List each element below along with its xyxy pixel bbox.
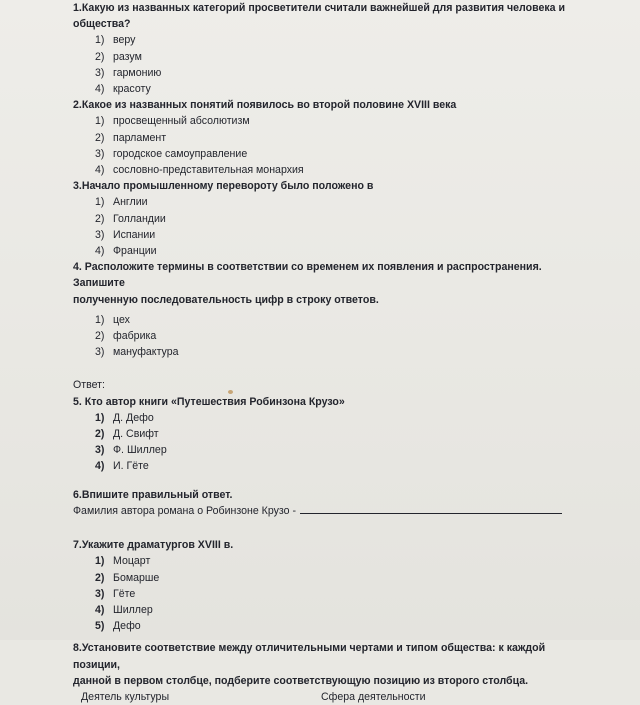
question-1-option-4	[95, 81, 593, 97]
question-3-option-3	[95, 227, 593, 243]
question-6	[73, 487, 593, 519]
option-text: мануфактура	[113, 346, 179, 359]
fill-prompt: Фамилия автора романа о Робинзоне Крузо -	[73, 504, 297, 517]
question-3-option-4	[95, 243, 593, 259]
option-text: Англии	[113, 196, 148, 209]
question-1-option-2	[95, 49, 593, 65]
question-5-option-1	[95, 410, 593, 426]
option-text: Д. Дефо	[113, 411, 154, 424]
question-2-option-4	[95, 162, 593, 178]
question-7-option-3	[95, 586, 593, 602]
option-number: 2)	[95, 571, 105, 584]
option-text: цех	[113, 313, 130, 326]
option-text: Бомарше	[113, 571, 160, 584]
question-4-options	[95, 312, 593, 361]
question-3	[73, 178, 593, 259]
option-text: просвещенный абсолютизм	[113, 115, 250, 128]
question-4-title-line-1: 4. Расположите термины в соответствии со временем их появления и распространения. Запишите	[73, 261, 542, 290]
question-4-option-3	[95, 344, 593, 360]
question-2-option-3	[95, 146, 593, 162]
question-7	[73, 537, 593, 634]
option-number: 1)	[95, 555, 105, 568]
question-5-option-4	[95, 458, 593, 474]
option-text: сословно-представительная монархия	[113, 164, 304, 177]
option-number: 3)	[95, 66, 105, 79]
paper-stain	[228, 390, 233, 394]
question-1-title-line-1: 1.Какую из названных категорий просветители считали важнейшей для развития человека и	[73, 2, 566, 14]
question-3-title: 3.Начало промышленному перевороту было положено в	[73, 180, 374, 193]
option-text: Д. Свифт	[113, 428, 159, 441]
column-header-1: Деятель культуры	[81, 690, 170, 703]
option-text: гармонию	[113, 66, 162, 79]
option-number: 2)	[95, 131, 105, 144]
question-4	[73, 259, 593, 393]
answer-blank-line[interactable]	[300, 503, 562, 514]
question-8	[73, 640, 593, 705]
option-number: 1)	[95, 196, 105, 209]
question-5	[73, 394, 593, 475]
option-text: разум	[113, 50, 142, 63]
question-7-options	[95, 553, 593, 634]
question-6-title: 6.Впишите правильный ответ.	[73, 488, 233, 501]
option-number: 3)	[95, 587, 105, 600]
question-7-option-2	[95, 570, 593, 586]
option-number: 4)	[95, 83, 105, 96]
question-8-title	[73, 640, 593, 689]
option-text: Голландии	[113, 212, 166, 225]
option-number: 2)	[95, 330, 105, 343]
question-3-options	[95, 194, 593, 259]
option-number: 3)	[95, 444, 105, 457]
option-text: Шиллер	[113, 603, 153, 616]
option-text: И. Гёте	[113, 460, 149, 473]
question-1-options	[95, 32, 593, 97]
question-2-title: 2.Какое из названных понятий появилось во второй половине XVIII века	[73, 99, 457, 112]
question-2-option-2	[95, 130, 593, 146]
question-5-options	[95, 410, 593, 475]
question-7-option-1	[95, 553, 593, 569]
question-1-option-3	[95, 65, 593, 81]
option-text: веру	[113, 34, 136, 47]
question-8-title-line-1: 8.Установите соответствие между отличительными чертами и типом общества: к каждой позиции,	[73, 642, 546, 671]
question-2-option-1	[95, 113, 593, 129]
question-1	[73, 0, 593, 97]
option-number: 1)	[95, 34, 105, 47]
option-number: 1)	[95, 115, 105, 128]
question-7-title: 7.Укажите драматургов XVIII в.	[73, 539, 234, 552]
option-number: 3)	[95, 346, 105, 359]
option-text: Ф. Шиллер	[113, 444, 167, 457]
option-text: Испании	[113, 228, 156, 241]
question-4-title	[73, 259, 593, 308]
question-3-option-2	[95, 211, 593, 227]
question-4-option-2	[95, 328, 593, 344]
question-8-column-headers	[81, 689, 593, 705]
option-text: Гёте	[113, 587, 136, 600]
option-text: городское самоуправление	[113, 147, 248, 160]
option-number: 1)	[95, 411, 105, 424]
option-number: 2)	[95, 212, 105, 225]
option-number: 1)	[95, 313, 105, 326]
option-number: 4)	[95, 460, 105, 473]
option-text: Франции	[113, 245, 157, 258]
question-2-options	[95, 113, 593, 178]
option-number: 3)	[95, 228, 105, 241]
option-text: фабрика	[113, 330, 157, 343]
question-7-option-5	[95, 618, 593, 634]
option-text: Моцарт	[113, 555, 151, 568]
question-1-option-1	[95, 32, 593, 48]
question-4-option-1	[95, 312, 593, 328]
option-number: 4)	[95, 164, 105, 177]
option-number: 3)	[95, 147, 105, 160]
test-document	[73, 0, 593, 705]
question-2	[73, 97, 593, 178]
option-number: 2)	[95, 50, 105, 63]
column-header-2: Сфера деятельности	[321, 690, 426, 703]
question-6-fill-row	[73, 503, 593, 519]
question-8-title-line-2: данной в первом столбце, подберите соответствующую позицию из второго столбца.	[73, 674, 529, 687]
question-1-title-line-2: общества?	[73, 18, 131, 31]
question-3-option-1	[95, 194, 593, 210]
option-number: 4)	[95, 603, 105, 616]
question-5-option-3	[95, 442, 593, 458]
question-5-option-2	[95, 426, 593, 442]
option-number: 5)	[95, 620, 105, 633]
option-number: 4)	[95, 245, 105, 258]
option-text: парламент	[113, 131, 167, 144]
question-1-title	[73, 0, 593, 32]
question-5-title: 5. Кто автор книги «Путешествия Робинзона Крузо»	[73, 395, 345, 408]
question-4-title-line-2: полученную последовательность цифр в строку ответов.	[73, 293, 379, 306]
option-text: Дефо	[113, 620, 141, 633]
question-7-option-4	[95, 602, 593, 618]
answer-label: Ответ:	[73, 379, 105, 392]
option-number: 2)	[95, 428, 105, 441]
option-text: красоту	[113, 83, 151, 96]
